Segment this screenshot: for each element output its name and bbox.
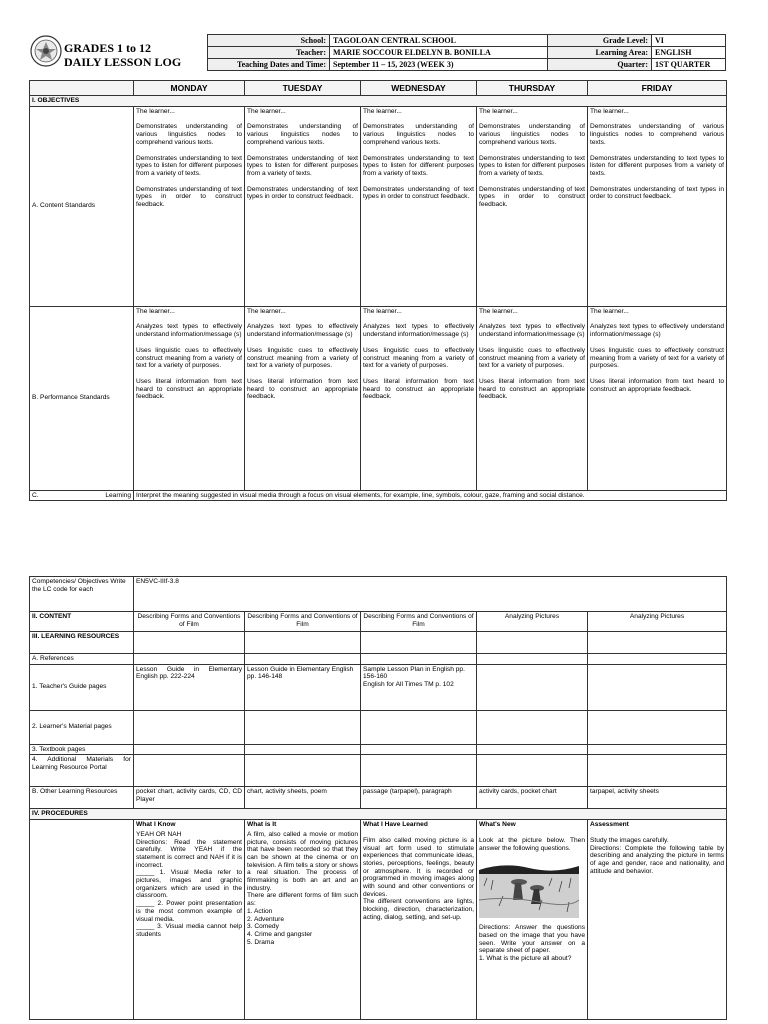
tg-thursday: [477, 664, 588, 710]
area-value: ENGLISH: [652, 47, 726, 59]
procedures-label-cell: [30, 820, 134, 1020]
day-tuesday: TUESDAY: [245, 81, 361, 96]
content-tuesday: Describing Forms and Conventions of Film: [245, 612, 361, 632]
other-resources-label: B. Other Learning Resources: [30, 787, 134, 809]
school-value: TAGOLOAN CENTRAL SCHOOL: [330, 35, 548, 47]
learning-competency-code: EN5VC-IIIf-3.8: [134, 577, 727, 612]
content-monday: Describing Forms and Conventions of Film: [134, 612, 245, 632]
deped-seal-logo: [30, 35, 62, 67]
content-heading: II. CONTENT: [30, 612, 134, 632]
learning-competency-text: Interpret the meaning suggested in visual media through a focus on visual elements, for example, line, symbols, colour, gaze, framing and social distance.: [134, 490, 727, 501]
performance-standards-thursday: The learner... Analyzes text types to effectively understand information/message (s) Uses linguistic cues to effectively construct meaning from a variety of text for a variety of purposes. Uses literal information from text heard to construct an appropriate feedback.: [477, 306, 588, 490]
grade-label: Grade Level:: [548, 35, 652, 47]
quarter-label: Quarter:: [548, 59, 652, 71]
dates-value: September 11 – 15, 2023 (WEEK 3): [330, 59, 548, 71]
learning-competency-label-top: C. Learning: [30, 490, 134, 501]
learners-material-label: 2. Learner's Material pages: [30, 710, 134, 744]
performance-standards-friday: The learner... Analyzes text types to effectively understand information/message (s) Uses linguistic cues to effectively construct meaning from a variety of text for a variety of purposes. Uses literal information from text heard to construct an appropriate feedback.: [588, 306, 727, 490]
day-monday: MONDAY: [134, 81, 245, 96]
content-standards-label: A. Content Standards: [30, 106, 134, 306]
procedures-heading: IV. PROCEDURES: [30, 809, 727, 820]
day-wednesday: WEDNESDAY: [361, 81, 477, 96]
content-friday: Analyzing Pictures: [588, 612, 727, 632]
content-thursday: Analyzing Pictures: [477, 612, 588, 632]
references-label: A. References: [30, 654, 134, 665]
performance-standards-wednesday: The learner... Analyzes text types to effectively understand information/message (s) Uses linguistic cues to effectively construct meaning from a variety of text for a variety of purposes. Uses literal information from text heard to construct an appropriate feedback.: [361, 306, 477, 490]
resources-heading: III. LEARNING RESOURCES: [30, 632, 134, 654]
content-standards-friday: The learner... Demonstrates understanding of various linguistics nodes to comprehend various texts. Demonstrates understanding to text types to listen for different purposes from a variety of texts. Demonstrates understanding of text types in order to construct feedback.: [588, 106, 727, 306]
rice-field-picture: [479, 856, 579, 918]
form-title: GRADES 1 to 12 DAILY LESSON LOG: [64, 41, 182, 69]
content-standards-wednesday: The learner... Demonstrates understanding of various linguistics nodes to comprehend various texts. Demonstrates understanding to text types to listen for different purposes from a variety of texts. Demonstrates understanding of text types in order to construct feedback.: [361, 106, 477, 306]
grade-value: VI: [652, 35, 726, 47]
other-monday: pocket chart, activity cards, CD, CD Player: [134, 787, 245, 809]
objectives-heading: I. OBJECTIVES: [30, 96, 727, 107]
tg-wednesday: Sample Lesson Plan in English pp. 156-160 English for All Times TM p. 102: [361, 664, 477, 710]
other-wednesday: passage (tarpapel), paragraph: [361, 787, 477, 809]
learning-competency-label-bottom: Competencies/ Objectives Write the LC code for each: [30, 577, 134, 612]
content-wednesday: Describing Forms and Conventions of Film: [361, 612, 477, 632]
content-resources-table: [29, 576, 727, 1020]
procedure-thursday: What's New Look at the picture below. Then answer the following questions. Directions: Answer the questions based on the image that you have seen. Write your answer on a separate sheet of paper. 1. What is the picture all about?: [477, 820, 588, 1020]
performance-standards-label: B. Performance Standards: [30, 306, 134, 490]
tg-friday: [588, 664, 727, 710]
other-thursday: activity cards, pocket chart: [477, 787, 588, 809]
other-friday: tarpapel, activity sheets: [588, 787, 727, 809]
content-standards-monday: The learner... Demonstrates understanding of various linguistics nodes to comprehend various texts. Demonstrates understanding to text types to listen for different purposes from a variety of texts. Demonstrates understanding of text types in order to construct feedback.: [134, 106, 245, 306]
corner-cell: [30, 81, 134, 96]
other-tuesday: chart, activity sheets, poem: [245, 787, 361, 809]
content-standards-tuesday: The learner... Demonstrates understanding of various linguistics nodes to comprehend various texts. Demonstrates understanding of text types to listen for different purposes from a variety of texts. Demonstrates understanding of text types in order to construct feedback.: [245, 106, 361, 306]
area-label: Learning Area:: [548, 47, 652, 59]
tg-monday: Lesson Guide in Elementary English pp. 222-224: [134, 664, 245, 710]
header-info-table: [207, 34, 726, 71]
day-friday: FRIDAY: [588, 81, 727, 96]
school-label: School:: [208, 35, 330, 47]
quarter-value: 1ST QUARTER: [652, 59, 726, 71]
tg-tuesday: Lesson Guide in Elementary English pp. 146-148: [245, 664, 361, 710]
dates-label: Teaching Dates and Time:: [208, 59, 330, 71]
textbook-label: 3. Textbook pages: [30, 744, 134, 755]
teacher-label: Teacher:: [208, 47, 330, 59]
teachers-guide-label: 1. Teacher's Guide pages: [30, 664, 134, 710]
day-thursday: THURSDAY: [477, 81, 588, 96]
procedure-tuesday: What is It A film, also called a movie or motion picture, consists of moving pictures that have been recorded so that they can be shown at the cinema or on television. A film tells a story or shows a real situation. The process of filmmaking is both an art and an industry. There are different forms of film such as: 1. Action 2. Adventure 3. Comedy 4. Crime and gangster 5. Drama: [245, 820, 361, 1020]
performance-standards-monday: The learner... Analyzes text types to effectively understand information/message (s) Uses linguistic cues to effectively construct meaning from a variety of text for a variety of purposes. Uses literal information from text heard to construct an appropriate feedback.: [134, 306, 245, 490]
additional-materials-label: 4. Additional Materials for Learning Resource Portal: [30, 755, 134, 787]
procedure-monday: What I Know YEAH OR NAH Directions: Read the statement carefully. Write YEAH if the statement is correct and NAH if it is incorrect. _____ 1. Visual Media refer to pictures, images and graphic organizers which are used in the classroom. _____ 2. Power point presentation is the most common example of visual media. _____ 3. Visual media cannot help students: [134, 820, 245, 1020]
procedure-friday: Assessment Study the images carefully. Directions: Complete the following table by describing and analyzing the picture in terms of age and gender, race and nationality, and attitude and behavior.: [588, 820, 727, 1020]
performance-standards-tuesday: The learner... Analyzes text types to effectively understand information/message (s) Uses linguistic cues to effectively construct meaning from a variety of text for a variety of purposes. Uses literal information from text heard to construct an appropriate feedback.: [245, 306, 361, 490]
teacher-value: MARIE SOCCOUR ELDELYN B. BONILLA: [330, 47, 548, 59]
procedure-wednesday: What I Have Learned Film also called moving picture is a visual art form used to stimulate experiences that communicate ideas, stories, perceptions, feelings, beauty or atmosphere. It is recorded or programmed in moving images along with sound and other conventions or devices. The different conventions are lights, blocking, direction, characterization, acting, dialog, setting, and set-up.: [361, 820, 477, 1020]
objectives-table: [29, 80, 727, 501]
content-standards-thursday: The learner... Demonstrates understanding of various linguistics nodes to comprehend various texts. Demonstrates understanding to text types to listen for different purposes from a variety of texts. Demonstrates understanding of text types in order to construct feedback.: [477, 106, 588, 306]
